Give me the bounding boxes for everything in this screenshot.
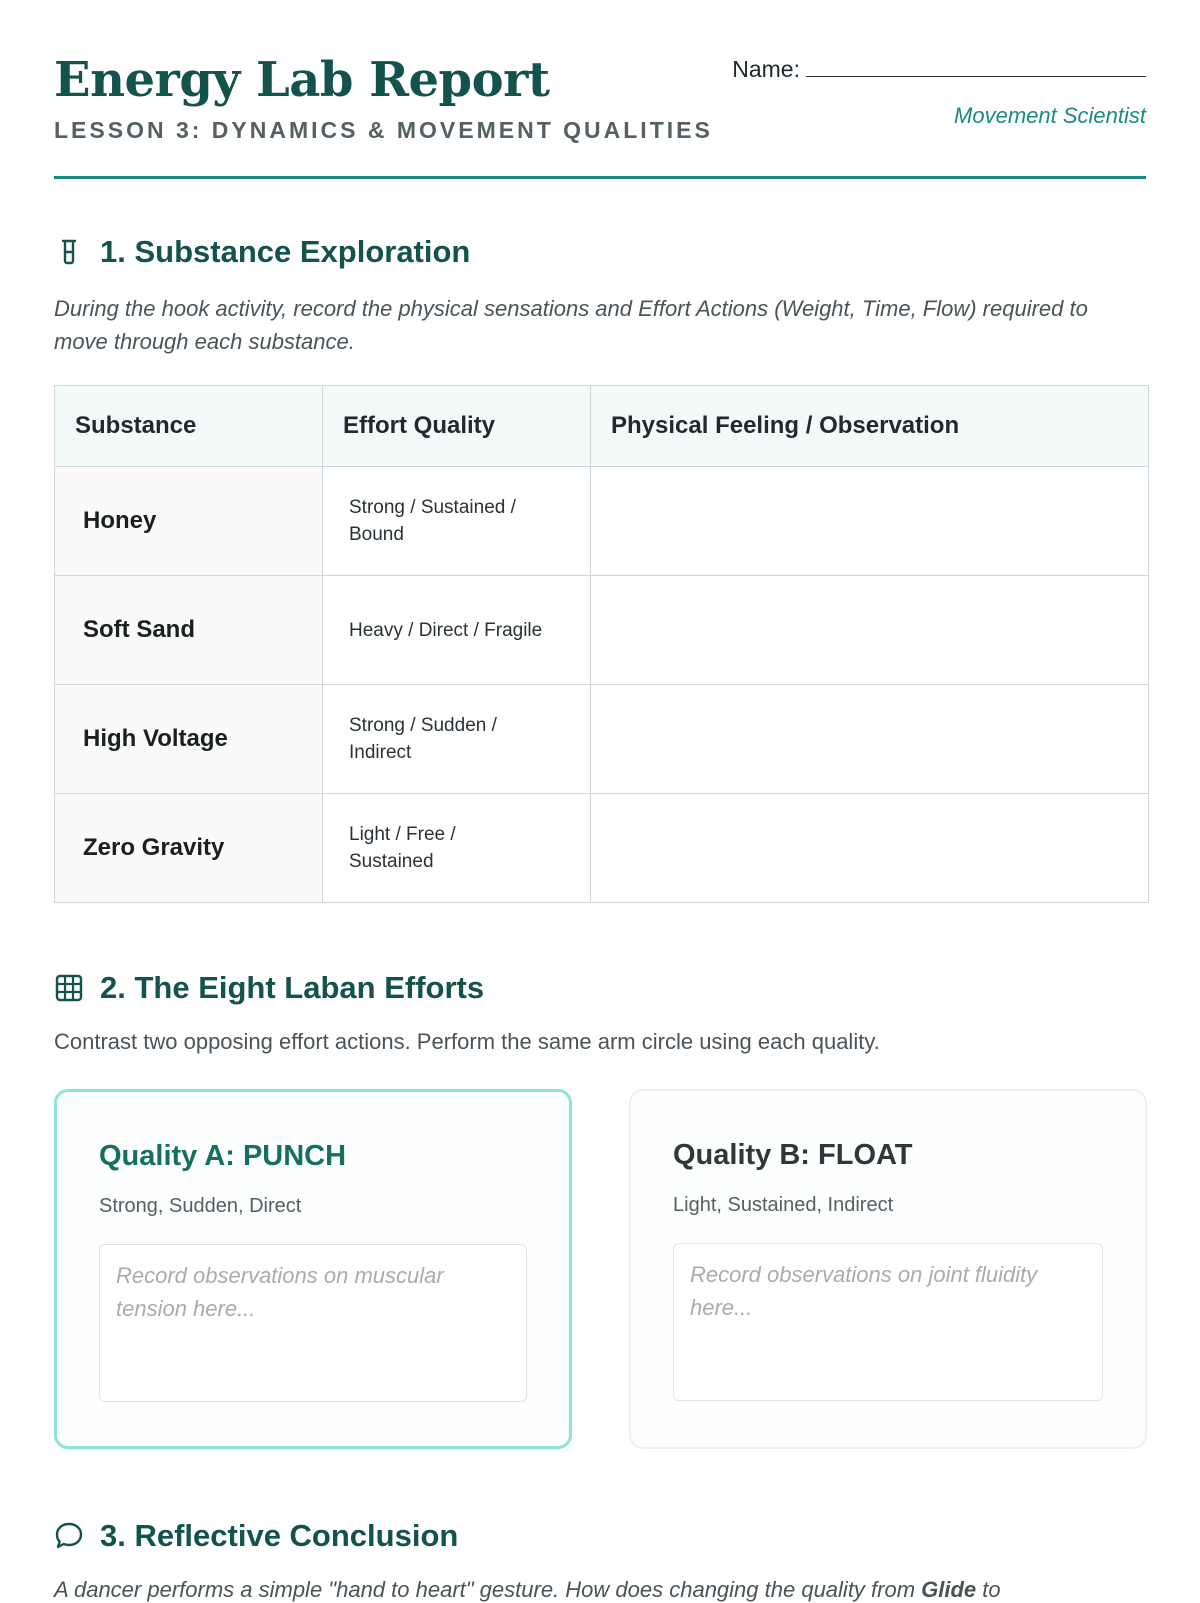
table-row [55, 794, 1149, 903]
column-header: Effort Quality [323, 386, 591, 467]
table-row [55, 576, 1149, 685]
observation-cell[interactable] [591, 685, 1149, 794]
name-label: Name: [732, 56, 800, 82]
section-3-heading [54, 1518, 458, 1554]
effort-quality [323, 576, 591, 685]
name-blank[interactable] [806, 56, 1146, 77]
report-subtitle: LESSON 3: DYNAMICS & MOVEMENT QUALITIES [54, 117, 713, 143]
section-1-intro: During the hook activity, record the physical sensations and Effort Actions (Weight, Time, Flow) required to move through each substance. [54, 296, 1088, 354]
effort-line: Light / Free / [349, 824, 456, 845]
effort-quality [323, 794, 591, 903]
quality-a-notes-field[interactable]: Record observations on muscular tension here... [99, 1244, 527, 1402]
effort-line: Indirect [349, 742, 412, 763]
quality-a-description: Strong, Sudden, Direct [99, 1195, 302, 1217]
section-3-intro [54, 1577, 1146, 1603]
section-3-intro-text-end: to [976, 1577, 1001, 1602]
table-row [55, 467, 1149, 576]
quality-b-card [629, 1089, 1147, 1449]
effort-line: Bound [349, 524, 404, 545]
beaker-icon [54, 237, 84, 267]
report-header [54, 0, 1146, 179]
report-title: Energy Lab Report [54, 52, 550, 108]
section-3-title: 3. Reflective Conclusion [100, 1518, 459, 1553]
effort-line: Strong / Sudden / [349, 715, 497, 736]
grid-icon [54, 973, 84, 1003]
section-1-heading [54, 234, 470, 270]
substance-table [54, 385, 1149, 903]
section-3-intro-text: A dancer performs a simple "hand to heart" gesture. How does changing the quality from [54, 1577, 922, 1602]
substance-name: Zero Gravity [55, 794, 323, 903]
section-3-intro-emphasis: Glide [921, 1577, 977, 1602]
substance-name: High Voltage [55, 685, 323, 794]
table-header-row [55, 386, 1149, 467]
quality-b-notes-field[interactable]: Record observations on joint fluidity here... [673, 1243, 1103, 1401]
substance-name: Soft Sand [55, 576, 323, 685]
section-2-heading [54, 970, 484, 1006]
observation-cell[interactable] [591, 467, 1149, 576]
observation-cell[interactable] [591, 576, 1149, 685]
effort-line: Heavy / Direct / Fragile [349, 619, 543, 641]
quality-a-card [54, 1089, 572, 1449]
section-2-intro: Contrast two opposing effort actions. Perform the same arm circle using each quality. [54, 1029, 880, 1054]
observation-cell[interactable] [591, 794, 1149, 903]
quality-b-description: Light, Sustained, Indirect [673, 1194, 894, 1216]
section-1-title: 1. Substance Exploration [100, 234, 471, 269]
effort-quality [323, 467, 591, 576]
role-label: Movement Scientist [954, 103, 1146, 128]
worksheet-page [54, 0, 1146, 1602]
effort-line: Strong / Sustained / [349, 497, 516, 518]
name-field[interactable] [732, 56, 1146, 83]
table-row [55, 685, 1149, 794]
effort-quality [323, 685, 591, 794]
effort-line: Sustained [349, 851, 434, 872]
section-2-title: 2. The Eight Laban Efforts [100, 970, 485, 1005]
column-header: Physical Feeling / Observation [591, 386, 1149, 467]
speech-bubble-icon [54, 1521, 84, 1551]
quality-a-title: Quality A: PUNCH [99, 1140, 347, 1172]
quality-b-title: Quality B: FLOAT [673, 1139, 913, 1171]
substance-name: Honey [55, 467, 323, 576]
column-header: Substance [55, 386, 323, 467]
